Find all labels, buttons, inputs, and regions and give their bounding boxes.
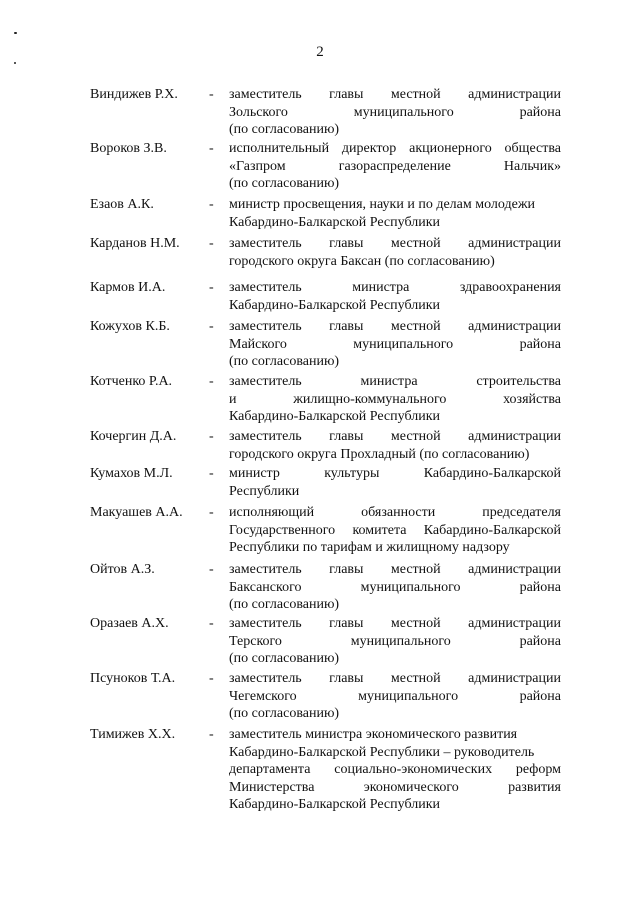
position-line: городского округа Прохладный (по согласованию) <box>229 446 530 462</box>
member-position <box>229 670 561 723</box>
member-position <box>229 428 561 463</box>
separator-dash: - <box>209 141 214 156</box>
member-name: Оразаев А.Х. <box>90 616 169 631</box>
position-line: Министерства экономического развития <box>229 779 561 795</box>
position-line: Кабардино-Балкарской Республики <box>229 214 440 230</box>
member-position <box>229 279 561 314</box>
position-line: заместитель министра экономического развития <box>229 727 518 742</box>
separator-dash: - <box>209 671 214 686</box>
position-line: (по согласованию) <box>229 354 340 369</box>
position-line: Чегемского муниципального района <box>229 688 561 704</box>
separator-dash: - <box>209 87 214 102</box>
separator-dash: - <box>209 280 214 295</box>
position-line: заместитель главы местной администрации <box>229 429 561 444</box>
page-number: 2 <box>316 44 324 60</box>
position-line: Кабардино-Балкарской Республики – руководитель <box>229 744 535 760</box>
position-line: заместитель министра здравоохранения <box>229 280 561 295</box>
member-name: Кожухов К.Б. <box>90 319 170 334</box>
position-line: (по согласованию) <box>229 706 340 721</box>
position-line: Кабардино-Балкарской Республики <box>229 297 440 313</box>
position-line: городского округа Баксан (по согласованию) <box>229 253 495 269</box>
position-line: «Газпром газораспределение Нальчик» <box>229 158 561 174</box>
member-position <box>229 373 561 426</box>
member-name: Кочергин Д.А. <box>90 429 177 444</box>
member-name: Вороков З.В. <box>90 141 167 156</box>
position-line: Терского муниципального района <box>229 633 561 649</box>
member-position <box>229 615 561 668</box>
separator-dash: - <box>209 727 214 742</box>
position-line: министр просвещения, науки и по делам молодежи <box>229 197 535 212</box>
member-position <box>229 235 561 270</box>
position-line: заместитель главы местной администрации <box>229 562 561 577</box>
position-line: Республики по тарифам и жилищному надзору <box>229 540 510 555</box>
member-position <box>229 318 561 371</box>
separator-dash: - <box>209 466 214 481</box>
member-position <box>229 86 561 139</box>
separator-dash: - <box>209 319 214 334</box>
position-line: исполняющий обязанности председателя <box>229 505 561 520</box>
member-position <box>229 140 561 193</box>
separator-dash: - <box>209 197 214 212</box>
member-name: Езаов А.К. <box>90 197 154 212</box>
position-line: Зольского муниципального района <box>229 104 561 120</box>
position-line: министр культуры Кабардино-Балкарской <box>229 466 561 481</box>
position-line: (по согласованию) <box>229 176 340 191</box>
position-line: заместитель главы местной администрации <box>229 616 561 631</box>
member-position <box>229 561 561 614</box>
position-line: заместитель министра строительства <box>229 374 561 389</box>
position-line: заместитель главы местной администрации <box>229 236 561 251</box>
member-name: Тимижев Х.Х. <box>90 727 176 742</box>
position-line: заместитель главы местной администрации <box>229 319 561 334</box>
member-name: Макуашев А.А. <box>90 505 183 520</box>
position-line: Кабардино-Балкарской Республики <box>229 409 440 424</box>
position-line: заместитель главы местной администрации <box>229 87 561 102</box>
position-line: заместитель главы местной администрации <box>229 671 561 686</box>
member-position <box>229 726 561 814</box>
separator-dash: - <box>209 505 214 520</box>
separator-dash: - <box>209 429 214 444</box>
position-line: исполнительный директор акционерного общества <box>229 141 561 156</box>
separator-dash: - <box>209 374 214 389</box>
position-line: и жилищно-коммунального хозяйства <box>229 391 561 407</box>
separator-dash: - <box>209 562 214 577</box>
position-line: департамента социально-экономических реформ <box>229 762 561 777</box>
member-name: Карданов Н.М. <box>90 236 180 251</box>
position-line: (по согласованию) <box>229 597 340 612</box>
member-name: Псуноков Т.А. <box>90 671 176 686</box>
member-position <box>229 465 561 500</box>
position-line: (по согласованию) <box>229 122 340 137</box>
position-line: (по согласованию) <box>229 651 340 666</box>
member-name: Кумахов М.Л. <box>90 466 173 481</box>
member-name: Виндижев Р.Х. <box>90 87 178 102</box>
member-name: Ойтов А.З. <box>90 562 155 577</box>
member-name: Кармов И.А. <box>90 280 166 295</box>
separator-dash: - <box>209 236 214 251</box>
position-line: Майского муниципального района <box>229 336 561 352</box>
position-line: Кабардино-Балкарской Республики <box>229 797 440 812</box>
separator-dash: - <box>209 616 214 631</box>
position-line: Баксанского муниципального района <box>229 579 561 595</box>
member-position <box>229 504 561 557</box>
member-name: Котченко Р.А. <box>90 374 173 389</box>
member-position <box>229 196 561 231</box>
position-line: Государственного комитета Кабардино-Балкарской <box>229 522 561 538</box>
position-line: Республики <box>229 483 300 499</box>
